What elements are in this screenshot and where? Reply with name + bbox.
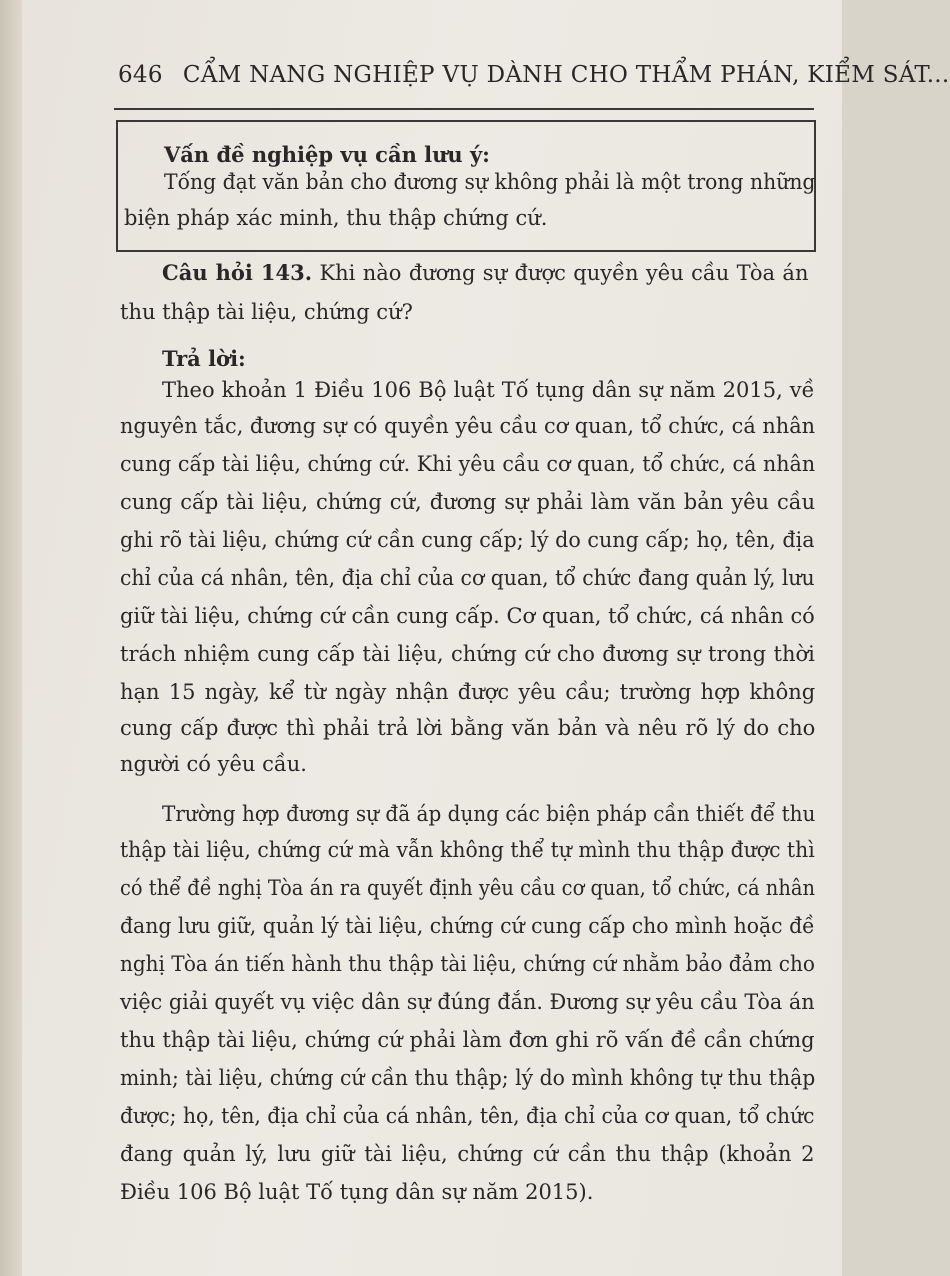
paragraph-line: trách nhiệm cung cấp tài liệu, chứng cứ cho đương sự trong thời — [120, 642, 815, 666]
paragraph-line: ghi rõ tài liệu, chứng cứ cần cung cấp; lý do cung cấp; họ, tên, địa — [120, 528, 815, 552]
paragraph-line: thập tài liệu, chứng cứ mà vẫn không thể tự mình thu thập được thì — [120, 838, 815, 862]
header-rule — [114, 108, 814, 110]
paragraph-line: có thể đề nghị Tòa án ra quyết định yêu cầu cơ quan, tổ chức, cá nhân — [120, 876, 816, 900]
paragraph-line: đang quản lý, lưu giữ tài liệu, chứng cứ cần thu thập (khoản 2 — [120, 1142, 815, 1166]
answer-label: Trả lời: — [162, 346, 246, 371]
paragraph-line: nguyên tắc, đương sự có quyền yêu cầu cơ quan, tổ chức, cá nhân — [120, 414, 816, 438]
paragraph-line: hạn 15 ngày, kể từ ngày nhận được yêu cầu; trường hợp không — [120, 680, 816, 704]
question-line-2: thu thập tài liệu, chứng cứ? — [120, 300, 413, 324]
paragraph-line: Điều 106 Bộ luật Tố tụng dân sự năm 2015). — [120, 1180, 594, 1204]
paragraph-line: Trường hợp đương sự đã áp dụng các biện pháp cần thiết để thu — [162, 802, 816, 826]
paragraph-line: đang lưu giữ, quản lý tài liệu, chứng cứ cung cấp cho mình hoặc đề — [120, 914, 815, 938]
question-line — [162, 260, 808, 285]
paragraph-line: người có yêu cầu. — [120, 752, 307, 776]
running-header-title: CẨM NANG NGHIỆP VỤ DÀNH CHO THẨM PHÁN, KIỂM SÁT... — [182, 62, 950, 88]
note-title: Vấn đề nghiệp vụ cần lưu ý: — [164, 142, 490, 167]
paragraph-line: nghị Tòa án tiến hành thu thập tài liệu, chứng cứ nhằm bảo đảm cho — [120, 952, 815, 976]
question-label: Câu hỏi 143. — [162, 260, 313, 285]
paragraph-line: cung cấp tài liệu, chứng cứ. Khi yêu cầu cơ quan, tổ chức, cá nhân — [120, 452, 816, 476]
paragraph-line: việc giải quyết vụ việc dân sự đúng đắn. Đương sự yêu cầu Tòa án — [120, 990, 815, 1014]
running-header — [118, 62, 950, 88]
paragraph-line: cung cấp được thì phải trả lời bằng văn bản và nêu rõ lý do cho — [120, 716, 816, 740]
paragraph-line: Theo khoản 1 Điều 106 Bộ luật Tố tụng dân sự năm 2015, về — [162, 378, 815, 402]
question-text: Khi nào đương sự được quyền yêu cầu Tòa án — [319, 261, 809, 285]
book-spine-edge — [0, 0, 22, 1276]
paragraph-line: minh; tài liệu, chứng cứ cần thu thập; lý do mình không tự thu thập — [120, 1066, 816, 1090]
note-line: biện pháp xác minh, thu thập chứng cứ. — [124, 206, 548, 230]
paragraph-line: cung cấp tài liệu, chứng cứ, đương sự phải làm văn bản yêu cầu — [120, 490, 816, 514]
paragraph-line: giữ tài liệu, chứng cứ cần cung cấp. Cơ quan, tổ chức, cá nhân có — [120, 604, 815, 628]
paragraph-line: chỉ của cá nhân, tên, địa chỉ của cơ quan, tổ chức đang quản lý, lưu — [120, 566, 815, 590]
paragraph-line: được; họ, tên, địa chỉ của cá nhân, tên, địa chỉ của cơ quan, tổ chức — [120, 1104, 815, 1128]
paragraph-line: thu thập tài liệu, chứng cứ phải làm đơn ghi rõ vấn đề cần chứng — [120, 1028, 815, 1052]
page-number: 646 — [118, 62, 163, 88]
note-line: Tống đạt văn bản cho đương sự không phải là một trong những — [164, 170, 816, 194]
